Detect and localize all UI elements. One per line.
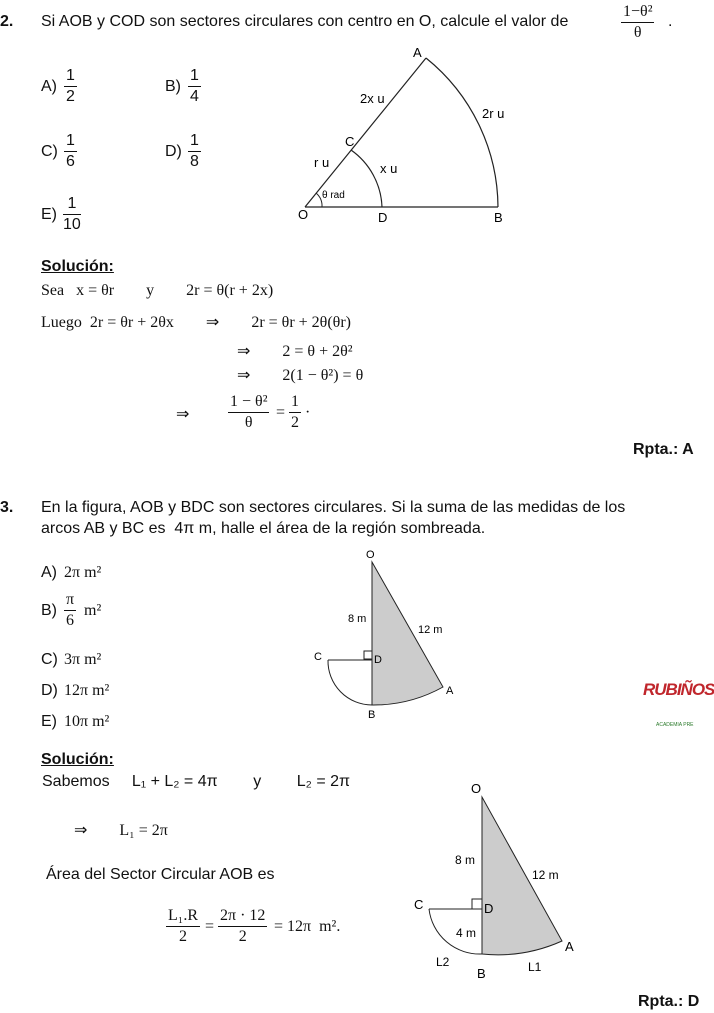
option-e-value: $\frac{1}{10}$ [63, 195, 81, 233]
label-3s-a: A [565, 939, 574, 954]
solution-2-line-2: Luego 2r = θr + 2θx ⇒ 2r = θr + 2θ(θr) [41, 314, 351, 331]
solution-3-result: = 12π m². [274, 918, 341, 935]
label-3s-o: O [471, 781, 482, 796]
option-3e-value: 10π m² [64, 713, 110, 730]
solution-3-area-text: Área del Sector Circular AOB es [46, 866, 275, 883]
sector-figure-3-top [310, 545, 470, 725]
right-angle-mark-solution [472, 899, 482, 909]
solution-2-final-equals: = [276, 404, 286, 421]
option-3d-value: 12π m² [64, 682, 110, 699]
solution-2-line-3: ⇒ 2 = θ + 2θ² [237, 343, 353, 360]
solution-3-sabemos: Sabemos L₁ + L₂ = 4π y L₂ = 2π [42, 773, 351, 790]
label-c: C [345, 134, 355, 149]
label-2r-u: 2r u [482, 106, 505, 121]
solution-2-title: Solución: [41, 258, 114, 275]
rubinos-logo: RUBIÑOS [643, 680, 714, 699]
solution-3-fraction-1: $\frac{\text{L₁.R}}{2}$ [168, 907, 199, 945]
option-c-value: $\frac{1}{6}$ [66, 132, 75, 170]
option-3e-letter: E) [41, 713, 57, 730]
label-3-a: A [446, 685, 454, 697]
label-theta-rad: θ rad [322, 190, 345, 201]
solution-3-title: Solución: [41, 751, 114, 768]
arc-cd [351, 150, 382, 207]
label-3-b: B [368, 709, 376, 721]
label-3s-l2: L2 [436, 955, 450, 969]
option-d-letter: D) [165, 143, 182, 160]
label-a: A [413, 45, 422, 60]
solution-2-final-dot: · [305, 404, 311, 421]
label-3s-12m: 12 m [532, 868, 559, 882]
sector-figure-aob-cod [290, 40, 520, 230]
solution-2-line-1: Sea x = θr y 2r = θ(r + 2x) [41, 282, 274, 299]
label-3-d: D [374, 654, 382, 666]
problem-2-statement: Si AOB y COD son sectores circulares con centro en O, calcule el valor de [41, 13, 569, 30]
option-b-value: $\frac{1}{4}$ [190, 67, 199, 105]
expression-numerator: 1−θ² [621, 2, 654, 23]
arc-bc [328, 660, 372, 705]
label-b: B [494, 210, 503, 225]
answer-3: Rpta.: D [638, 993, 700, 1010]
label-3-o: O [366, 549, 375, 561]
expression-denominator: θ [633, 24, 642, 41]
label-3s-c: C [414, 897, 424, 912]
solution-2-line-4: ⇒ 2(1 − θ²) = θ [237, 367, 364, 384]
problem-3-number: 3. [0, 499, 14, 516]
option-c-letter: C) [41, 143, 58, 160]
label-3-12m: 12 m [418, 624, 443, 636]
radius-oa [305, 58, 426, 207]
option-3a-value: 2π m² [64, 564, 102, 581]
solution-2-final-arrow: ⇒ [176, 406, 190, 423]
label-2x-u: 2x u [360, 91, 385, 106]
answer-2: Rpta.: A [633, 441, 694, 458]
label-3s-b: B [477, 966, 486, 981]
label-r-u: r u [314, 155, 330, 170]
label-3s-l1: L1 [528, 960, 542, 974]
option-b-letter: B) [165, 78, 181, 95]
problem-2-number: 2. [0, 13, 14, 30]
problem-3-statement-line-2: arcos AB y BC es 4π m, halle el área de la región sombreada. [41, 520, 486, 537]
label-3s-d: D [484, 901, 494, 916]
option-e-letter: E) [41, 206, 57, 223]
option-a-value: $\frac{1}{2}$ [66, 67, 75, 105]
solution-3-fraction-2: $\frac{2\pi \cdot 12}{2}$ [220, 907, 266, 945]
label-o: O [298, 207, 309, 222]
rubinos-logo-subtitle: ACADEMIA PRE [656, 722, 694, 728]
label-3s-8m: 8 m [455, 853, 476, 867]
problem-2-expression [621, 2, 654, 43]
expression-period: . [668, 13, 673, 30]
option-a-letter: A) [41, 78, 57, 95]
option-d-value: $\frac{1}{8}$ [190, 132, 199, 170]
option-3b-fraction: $\frac{\pi}{6}$ [66, 591, 75, 629]
option-3c-value: 3π m² [64, 651, 102, 668]
option-3c-letter: C) [41, 651, 58, 668]
right-angle-mark [364, 651, 372, 659]
option-3a-letter: A) [41, 564, 57, 581]
arc-ab [426, 58, 498, 207]
solution-2-result-fraction: $\frac{1}{2}$ [291, 393, 299, 431]
option-3b-unit: m² [84, 602, 102, 619]
sector-figure-3-solution [400, 772, 590, 982]
solution-3-equals: = [205, 918, 215, 935]
label-x-u: x u [380, 161, 398, 176]
solution-2-final-fraction: $\frac{\text{1 − θ²}}{\theta}$ [230, 393, 268, 431]
label-3s-4m: 4 m [456, 926, 477, 940]
option-3d-letter: D) [41, 682, 58, 699]
option-3b-letter: B) [41, 602, 57, 619]
label-3-8m: 8 m [348, 613, 367, 625]
problem-3-statement-line-1: En la figura, AOB y BDC son sectores circulares. Si la suma de las medidas de los [41, 499, 626, 516]
solution-3-implies: ⇒ L₁ = 2π [74, 822, 168, 839]
label-3-c: C [314, 651, 322, 663]
label-d: D [378, 210, 388, 225]
